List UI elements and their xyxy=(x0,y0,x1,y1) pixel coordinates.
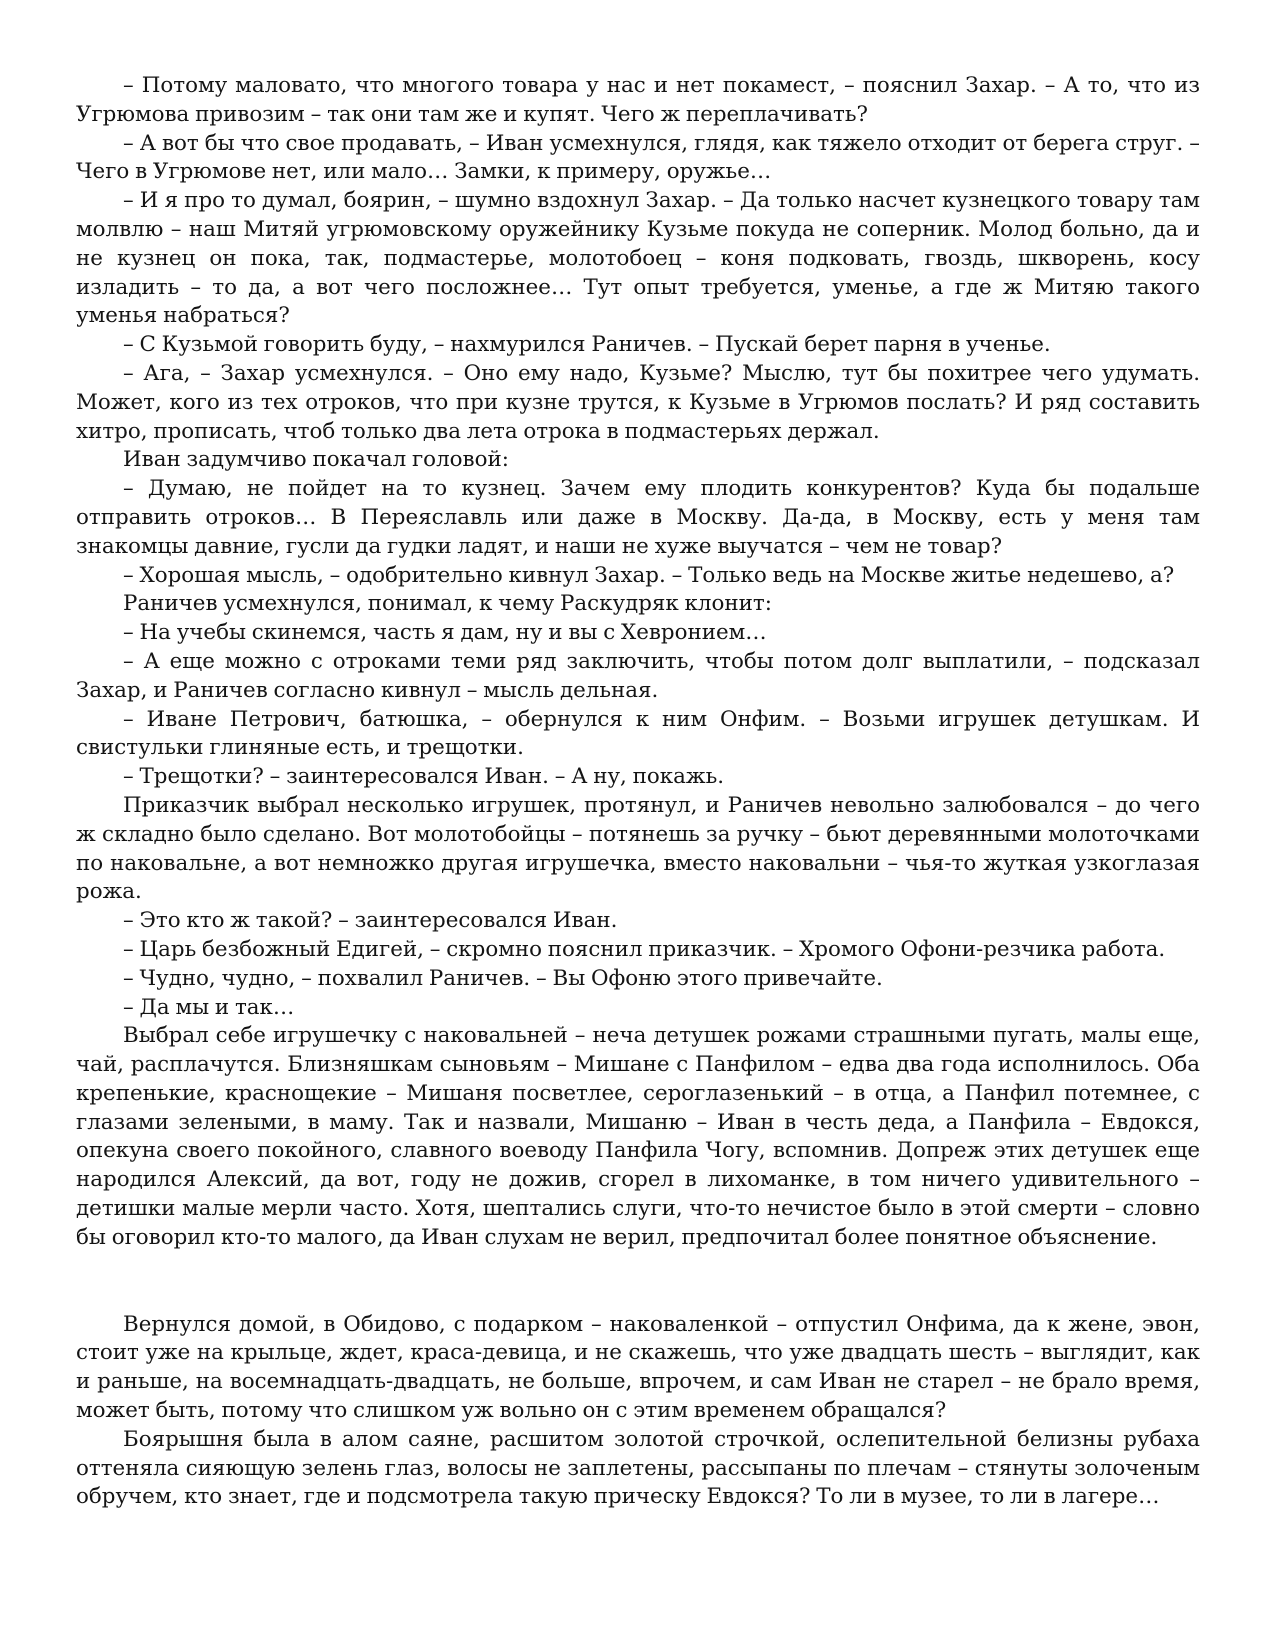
section-one xyxy=(76,72,1200,1253)
paragraph: – На учебы скинемся, часть я дам, ну и вы с Хевронием… xyxy=(123,620,767,646)
document-page xyxy=(76,72,1200,1512)
paragraph: – А вот бы что свое продавать, – Иван усмехнулся, глядя, как тяжело отходит от берега струг. – Чего в Угрюмове нет, или мало… Замки, к примеру, оружье… xyxy=(76,130,1200,185)
paragraph: – Думаю, не пойдет на то кузнец. Зачем ему плодить конкурентов? Куда бы подальше отправить отроков… В Переяславль или даже в Москву. Да-да, в Москву, есть у меня там знакомцы давние, гусли да гудки ладят, и наши не хуже выучатся – чем не товар? xyxy=(76,476,1200,559)
paragraph: – Трещотки? – заинтересовался Иван. – А ну, покажь. xyxy=(123,764,725,790)
section-two xyxy=(76,1311,1200,1513)
paragraph: Боярышня была в алом саяне, расшитом золотой строчкой, ослепительной белизны рубаха оттеняла сияющую зелень глаз, волосы не заплетены, рассыпаны по плечам – стянуты золоченым обручем, кто знает, где и подсмотрела такую прическу Евдокся? То ли в музее, то ли в лагере… xyxy=(76,1426,1200,1510)
paragraph: – Это кто ж такой? – заинтересовался Иван. xyxy=(123,908,618,934)
paragraph: – И я про то думал, боярин, – шумно вздохнул Захар. – Да только насчет кузнецкого товару там молвлю – наш Митяй угрюмовскому оружейнику Кузьме покуда не соперник. Молод больно, да и не кузнец он пока, так, подмастерье, молотобоец – коня подковать, гвоздь, шкворень, косу изладить – то да, а вот чего посложнее… Тут опыт требуется, уменье, а где ж Митяю такого уменья набраться? xyxy=(76,188,1200,329)
paragraph: Выбрал себе игрушечку с наковальней – неча детушек рожами страшными пугать, малы еще, чай, расплачутся. Близняшкам сыновьям – Мишане с Панфилом – едва два года исполнилось. Оба крепенькие, краснощекие – Мишаня посветлее, сероглазенький – в отца, а Панфил потемнее, с глазами зелеными, в маму. Так и назвали, Мишаню – Иван в честь деда, а Панфила – Евдокся, опекуна своего покойного, славного воеводу Панфила Чогу, вспомнив. Допреж этих детушек еще народился Алексий, да вот, году не дожив, сгорел в лихоманке, в том ничего удивительного – детишки малые мерли часто. Хотя, шептались слуги, что-то нечистое было в этой смерти – словно бы оговорил кто-то малого, да Иван слухам не верил, предпочитал более понятное объяснение. xyxy=(76,1023,1200,1250)
paragraph: Приказчик выбрал несколько игрушек, протянул, и Раничев невольно залюбовался – до чего ж складно было сделано. Вот молотобойцы – потянешь за ручку – бьют деревянными молоточками по наковальне, а вот немножко другая игрушечка, вместо наковальни – чья-то жуткая узкоглазая рожа. xyxy=(76,792,1200,905)
paragraph: Иван задумчиво покачал головой: xyxy=(123,447,509,473)
paragraph: – Ага, – Захар усмехнулся. – Оно ему надо, Кузьме? Мыслю, тут бы похитрее чего удумать. Может, кого из тех отроков, что при кузне трутся, к Кузьме в Угрюмов послать? И ряд составить хитро, прописать, чтоб только два лета отрока в подмастерьях держал. xyxy=(76,360,1200,444)
paragraph: – Чудно, чудно, – похвалил Раничев. – Вы Офоню этого привечайте. xyxy=(123,965,883,991)
paragraph: – Да мы и так… xyxy=(123,994,295,1020)
paragraph: Раничев усмехнулся, понимал, к чему Раскудряк клонит: xyxy=(123,591,772,617)
paragraph: – Потому маловато, что многого товара у нас и нет покамест, – пояснил Захар. – А то, что из Угрюмова привозим – так они там же и купят. Чего ж переплачивать? xyxy=(76,73,1200,127)
paragraph: Вернулся домой, в Обидово, с подарком – наковаленкой – отпустил Онфима, да к жене, эвон, стоит уже на крыльце, ждет, краса-девица, и не скажешь, что уже двадцать шесть – выглядит, как и раньше, на восемнадцать-двадцать, не больше, впрочем, и сам Иван не старел – не брало время, может быть, потому что слишком уж вольно он с этим временем обращался? xyxy=(76,1311,1200,1424)
paragraph: – Хорошая мысль, – одобрительно кивнул Захар. – Только ведь на Москве житье недешево, а? xyxy=(123,562,1175,588)
paragraph: – Иване Петрович, батюшка, – обернулся к ним Онфим. – Возьми игрушек детушкам. И свистульки глиняные есть, и трещотки. xyxy=(76,706,1200,761)
paragraph: – А еще можно с отроками теми ряд заключить, чтобы потом долг выплатили, – подсказал Захар, и Раничев согласно кивнул – мысль дельная. xyxy=(76,648,1200,703)
paragraph: – С Кузьмой говорить буду, – нахмурился Раничев. – Пускай берет парня в ученье. xyxy=(123,332,1051,358)
paragraph: – Царь безбожный Едигей, – скромно пояснил приказчик. – Хромого Офони-резчика работа. xyxy=(123,936,1166,962)
section-break xyxy=(76,1253,1200,1311)
